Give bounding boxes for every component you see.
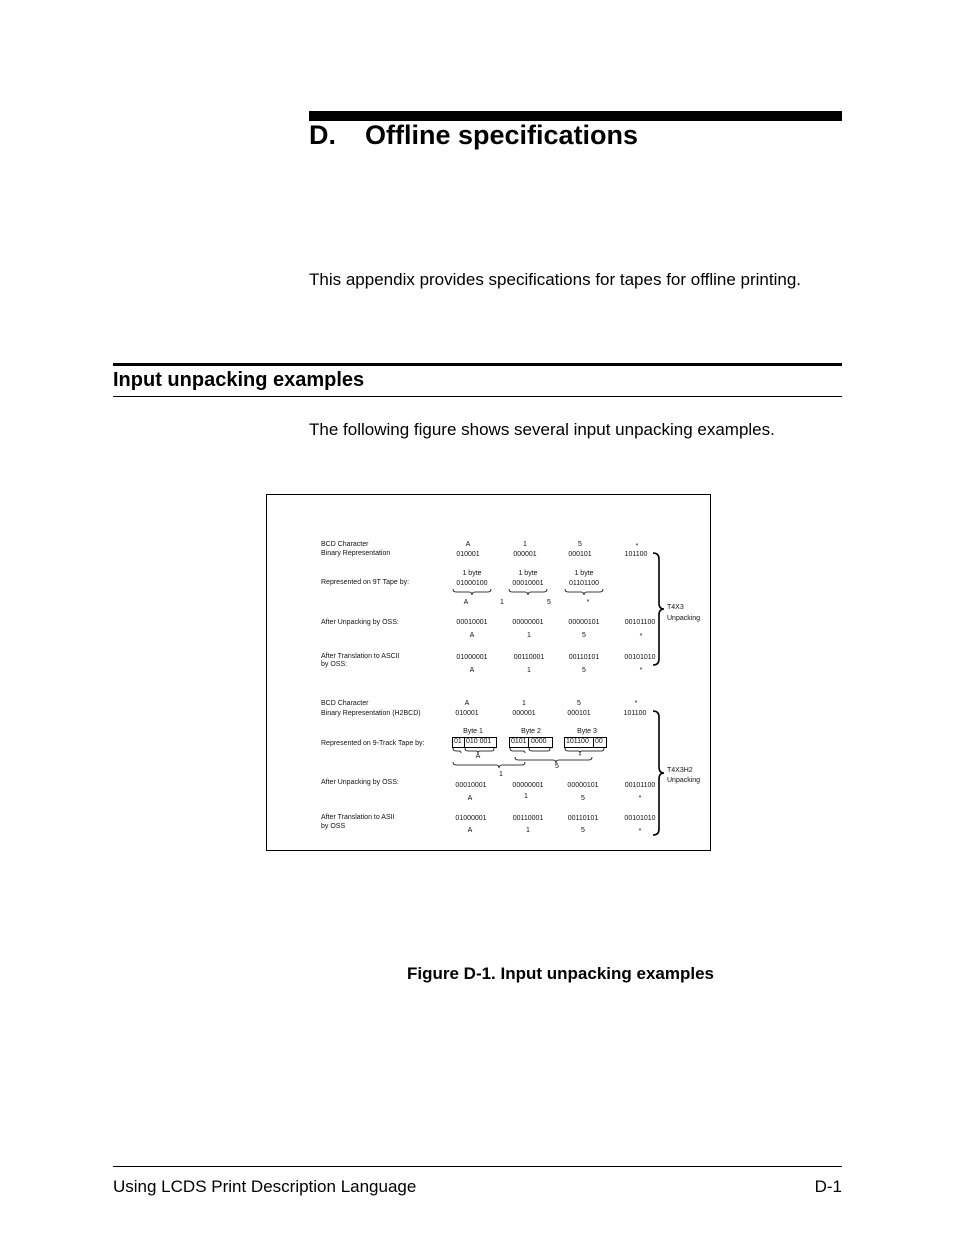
under-char: 1 [499, 771, 503, 778]
under-char: 1 [500, 599, 504, 606]
chapter-letter: D. [309, 120, 336, 150]
brace-label: T4X3 [667, 604, 684, 611]
unpacked: 00101100 [624, 782, 656, 789]
tape-label: Represented on 9T Tape by: [321, 579, 410, 586]
section-title: Input unpacking examples [113, 369, 365, 391]
translated: 00110001 [513, 654, 545, 661]
bcd-label: BCD Character [321, 700, 369, 707]
char: 5 [578, 541, 582, 548]
translated-char: 1 [526, 827, 530, 834]
char: 1 [523, 541, 527, 548]
brace-label: T4X3H2 [667, 767, 693, 774]
unpacked-char: 5 [581, 795, 585, 802]
binary: 000001 [512, 710, 536, 717]
translated: 01000001 [456, 654, 488, 661]
chapter-title: Offline specifications [365, 120, 639, 150]
footer-rule [113, 1166, 842, 1167]
page-number: D-1 [814, 1177, 842, 1196]
trans-label: by OSS [321, 823, 346, 830]
translated-char: * [639, 667, 643, 674]
brace-label: Unpacking [667, 615, 701, 622]
unpacked: 00101100 [624, 619, 656, 626]
brace-label: Unpacking [667, 777, 701, 784]
translated-char: 1 [527, 667, 531, 674]
byte-label: Byte 1 [463, 728, 483, 735]
translated-char: A [469, 667, 475, 674]
translated: 00110101 [568, 654, 600, 661]
trans-label: After Translation to ASCII [321, 653, 400, 660]
translated-char: 5 [581, 827, 585, 834]
translated: 01000001 [455, 815, 487, 822]
unpacked-char: * [638, 795, 642, 802]
figure-braces [267, 495, 710, 850]
bit-segment: 01 [454, 738, 462, 745]
byte-label: Byte 3 [577, 728, 597, 735]
char: * [635, 543, 639, 550]
translated: 00101010 [624, 654, 656, 661]
unpack-label: After Unpacking by OSS: [321, 779, 399, 786]
byte-label: 1 byte [518, 570, 538, 577]
byte-label: 1 byte [574, 570, 594, 577]
under-char: 5 [555, 763, 559, 770]
translated-char: * [638, 828, 642, 835]
unpacked-char: A [469, 632, 475, 639]
char: A [465, 541, 471, 548]
unpacked-char: * [639, 633, 643, 640]
byte-label: 1 byte [462, 570, 482, 577]
binary: 000101 [567, 710, 591, 717]
figure-caption: Figure D-1. Input unpacking examples [407, 964, 714, 983]
section-rule-top [113, 363, 842, 366]
bit-segment: 0000 [531, 738, 547, 745]
under-char: 5 [547, 599, 551, 606]
trans-label: After Translation to ASII [321, 814, 395, 821]
unpacked: 00010001 [456, 619, 488, 626]
unpacked-char: 1 [527, 632, 531, 639]
char: 5 [577, 700, 581, 707]
unpacked-char: A [467, 795, 473, 802]
under-char: A [475, 753, 481, 760]
underbraces [453, 589, 604, 768]
binary: 010001 [455, 710, 479, 717]
binary: 101100 [624, 551, 648, 558]
figure-box [266, 494, 711, 851]
tape-label: Represented on 9-Track Tape by: [321, 740, 425, 747]
bit-segment: 101100 [566, 738, 589, 745]
char: 1 [522, 700, 526, 707]
byte-label: Byte 2 [521, 728, 541, 735]
section-paragraph: The following figure shows several input unpacking examples. [309, 420, 775, 439]
unpacked: 00010001 [455, 782, 487, 789]
binary: 000001 [513, 551, 537, 558]
unpacked: 00000101 [567, 782, 599, 789]
footer-title: Using LCDS Print Description Language [113, 1177, 417, 1196]
binary: 010001 [456, 551, 480, 558]
section-rule-bottom [113, 396, 842, 397]
under-char: * [586, 599, 590, 606]
under-char: * [578, 753, 582, 760]
translated-char: 5 [582, 667, 586, 674]
tape-byte: 01000100 [456, 580, 488, 587]
bcd-label: BCD Character [321, 541, 369, 548]
unpacked: 00000001 [512, 619, 544, 626]
binary: 000101 [568, 551, 592, 558]
unpack-label: After Unpacking by OSS: [321, 619, 399, 626]
unpacked: 00000001 [512, 782, 544, 789]
unpacked-char: 5 [582, 632, 586, 639]
chapter-heading [309, 120, 638, 151]
tape-byte: 01101100 [568, 580, 600, 587]
unpacked-char: 1 [524, 793, 528, 800]
tape-byte: 00010001 [512, 580, 544, 587]
char: A [464, 700, 470, 707]
under-char: A [463, 599, 469, 606]
unpacked: 00000101 [568, 619, 600, 626]
translated: 00101010 [624, 815, 656, 822]
translated: 00110001 [512, 815, 544, 822]
unpacking-braces [653, 553, 664, 835]
bit-segment: 010 001 [466, 738, 492, 745]
binary: 101100 [623, 710, 647, 717]
binrep-label: Binary Representation (H2BCD) [321, 710, 421, 717]
char: * [634, 700, 638, 707]
bit-segment: 00 [595, 738, 603, 745]
bit-segment: 0101 [511, 738, 527, 745]
intro-paragraph: This appendix provides specifications for tapes for offline printing. [309, 270, 802, 289]
trans-label: by OSS: [321, 661, 348, 668]
translated: 00110101 [567, 815, 599, 822]
translated-char: A [467, 827, 473, 834]
binrep-label: Binary Representation [321, 550, 391, 557]
